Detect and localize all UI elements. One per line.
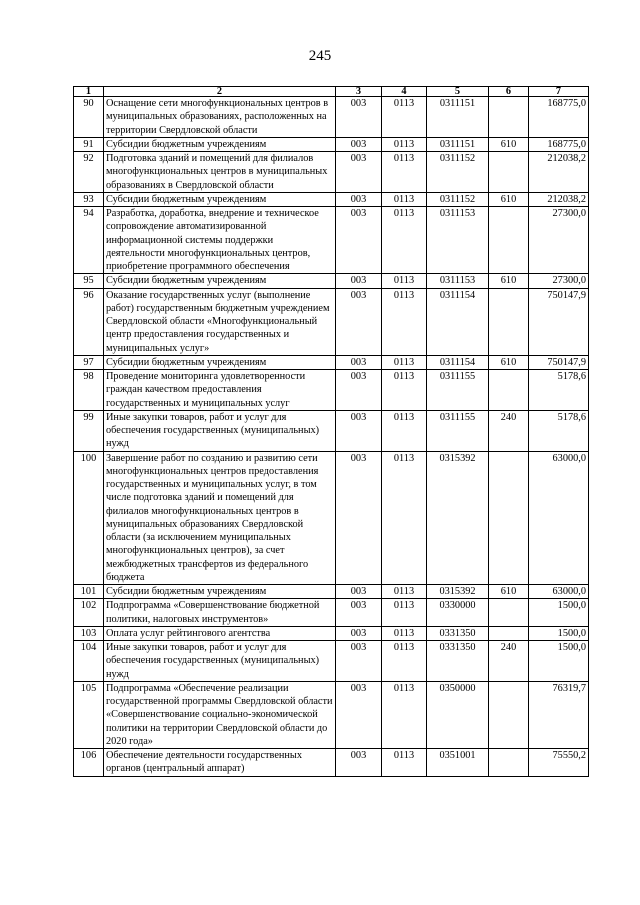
table-body (74, 97, 589, 777)
row-col3-cell: 003 (336, 152, 382, 193)
row-number-cell: 105 (74, 681, 104, 748)
row-col6-cell (489, 97, 529, 138)
row-col3-cell: 003 (336, 749, 382, 777)
row-amount-cell: 168775,0 (529, 97, 589, 138)
table-row (74, 97, 589, 138)
row-col5-cell: 0311154 (427, 288, 489, 355)
row-amount-cell: 1500,0 (529, 641, 589, 682)
row-col4-cell: 0113 (382, 599, 427, 627)
row-col6-cell (489, 152, 529, 193)
row-col6-cell (489, 599, 529, 627)
row-name-cell: Оказание государственных услуг (выполнение работ) государственным бюджетным учреждением Свердловской области «Многофункциональный центр предоставления государственных и муниципальных услуг» (104, 288, 336, 355)
table-row (74, 152, 589, 193)
row-amount-cell: 5178,6 (529, 410, 589, 451)
table-row (74, 274, 589, 288)
row-number-cell: 90 (74, 97, 104, 138)
row-amount-cell: 750147,9 (529, 355, 589, 369)
row-number-cell: 96 (74, 288, 104, 355)
table-row (74, 451, 589, 585)
row-col4-cell: 0113 (382, 681, 427, 748)
row-col5-cell: 0311151 (427, 97, 489, 138)
row-col5-cell: 0311151 (427, 137, 489, 151)
row-amount-cell: 27300,0 (529, 207, 589, 274)
row-col5-cell: 0311153 (427, 207, 489, 274)
row-col4-cell: 0113 (382, 451, 427, 585)
row-number-cell: 91 (74, 137, 104, 151)
row-amount-cell: 27300,0 (529, 274, 589, 288)
row-col3-cell: 003 (336, 355, 382, 369)
table-row (74, 641, 589, 682)
row-col3-cell: 003 (336, 97, 382, 138)
row-number-cell: 99 (74, 410, 104, 451)
row-col6-cell (489, 626, 529, 640)
row-number-cell: 98 (74, 370, 104, 411)
row-name-cell: Разработка, доработка, внедрение и техническое сопровождение автоматизированной информационной системы поддержки деятельности многофункциональных центров, приобретение программного обеспечения (104, 207, 336, 274)
row-col3-cell: 003 (336, 626, 382, 640)
row-col4-cell: 0113 (382, 626, 427, 640)
row-col5-cell: 0351001 (427, 749, 489, 777)
table-row (74, 626, 589, 640)
row-name-cell: Проведение мониторинга удовлетворенности граждан качеством предоставления государственных и муниципальных услуг (104, 370, 336, 411)
row-col5-cell: 0311152 (427, 192, 489, 206)
row-col6-cell: 240 (489, 410, 529, 451)
row-col6-cell (489, 749, 529, 777)
row-amount-cell: 76319,7 (529, 681, 589, 748)
row-name-cell: Оснащение сети многофункциональных центров в муниципальных образованиях, расположенных на территории Свердловской области (104, 97, 336, 138)
table-row (74, 599, 589, 627)
row-number-cell: 104 (74, 641, 104, 682)
table-row (74, 192, 589, 206)
table-row (74, 288, 589, 355)
row-number-cell: 93 (74, 192, 104, 206)
header-col-4: 4 (382, 87, 427, 97)
row-number-cell: 95 (74, 274, 104, 288)
table-row (74, 207, 589, 274)
row-col5-cell: 0311155 (427, 410, 489, 451)
row-col6-cell: 610 (489, 355, 529, 369)
row-col6-cell (489, 451, 529, 585)
row-col6-cell: 240 (489, 641, 529, 682)
header-col-7: 7 (529, 87, 589, 97)
row-col4-cell: 0113 (382, 355, 427, 369)
row-name-cell: Иные закупки товаров, работ и услуг для обеспечения государственных (муниципальных) нужд (104, 641, 336, 682)
budget-table (73, 86, 589, 777)
header-col-2: 2 (104, 87, 336, 97)
row-col5-cell: 0311153 (427, 274, 489, 288)
table-row (74, 749, 589, 777)
row-col4-cell: 0113 (382, 585, 427, 599)
row-name-cell: Субсидии бюджетным учреждениям (104, 137, 336, 151)
row-name-cell: Субсидии бюджетным учреждениям (104, 274, 336, 288)
row-number-cell: 106 (74, 749, 104, 777)
row-name-cell: Завершение работ по созданию и развитию сети многофункциональных центров предоставления государственных и муниципальных услуг, в том числе подготовка зданий и помещений для филиалов многофункциональных центров в муниципальных образованиях Свердловской области (за исключением муниципальных многофункциональных центров), за счет межбюджетных трансфертов из федерального бюджета (104, 451, 336, 585)
row-col4-cell: 0113 (382, 288, 427, 355)
row-number-cell: 97 (74, 355, 104, 369)
table-row (74, 355, 589, 369)
row-amount-cell: 1500,0 (529, 599, 589, 627)
row-col5-cell: 0315392 (427, 451, 489, 585)
header-col-1: 1 (74, 87, 104, 97)
table-row (74, 681, 589, 748)
table-row (74, 370, 589, 411)
row-col6-cell (489, 681, 529, 748)
row-col5-cell: 0311152 (427, 152, 489, 193)
row-col5-cell: 0311155 (427, 370, 489, 411)
row-amount-cell: 212038,2 (529, 192, 589, 206)
header-col-5: 5 (427, 87, 489, 97)
row-number-cell: 102 (74, 599, 104, 627)
row-amount-cell: 750147,9 (529, 288, 589, 355)
row-amount-cell: 75550,2 (529, 749, 589, 777)
row-col3-cell: 003 (336, 599, 382, 627)
row-col4-cell: 0113 (382, 192, 427, 206)
row-col6-cell (489, 207, 529, 274)
table-header-row (74, 87, 589, 97)
row-col6-cell: 610 (489, 137, 529, 151)
row-col5-cell: 0331350 (427, 641, 489, 682)
row-col3-cell: 003 (336, 137, 382, 151)
row-name-cell: Субсидии бюджетным учреждениям (104, 355, 336, 369)
row-name-cell: Подготовка зданий и помещений для филиалов многофункциональных центров в муниципальных образованиях в Свердловской области (104, 152, 336, 193)
row-name-cell: Обеспечение деятельности государственных органов (центральный аппарат) (104, 749, 336, 777)
table-row (74, 137, 589, 151)
row-name-cell: Оплата услуг рейтингового агентства (104, 626, 336, 640)
row-name-cell: Субсидии бюджетным учреждениям (104, 192, 336, 206)
row-col4-cell: 0113 (382, 152, 427, 193)
row-col3-cell: 003 (336, 192, 382, 206)
row-col5-cell: 0350000 (427, 681, 489, 748)
row-name-cell: Подпрограмма «Совершенствование бюджетной политики, налоговых инструментов» (104, 599, 336, 627)
row-name-cell: Субсидии бюджетным учреждениям (104, 585, 336, 599)
row-col4-cell: 0113 (382, 207, 427, 274)
row-number-cell: 100 (74, 451, 104, 585)
row-col4-cell: 0113 (382, 749, 427, 777)
row-number-cell: 101 (74, 585, 104, 599)
row-amount-cell: 63000,0 (529, 451, 589, 585)
row-col6-cell: 610 (489, 192, 529, 206)
row-col6-cell: 610 (489, 585, 529, 599)
page-number: 245 (308, 48, 332, 64)
row-amount-cell: 63000,0 (529, 585, 589, 599)
row-col4-cell: 0113 (382, 137, 427, 151)
row-col3-cell: 003 (336, 681, 382, 748)
table-row (74, 410, 589, 451)
row-col3-cell: 003 (336, 288, 382, 355)
row-col4-cell: 0113 (382, 370, 427, 411)
table-row (74, 585, 589, 599)
row-col4-cell: 0113 (382, 274, 427, 288)
row-amount-cell: 168775,0 (529, 137, 589, 151)
row-col6-cell (489, 370, 529, 411)
row-col3-cell: 003 (336, 274, 382, 288)
row-amount-cell: 212038,2 (529, 152, 589, 193)
row-col4-cell: 0113 (382, 641, 427, 682)
row-col5-cell: 0315392 (427, 585, 489, 599)
row-col3-cell: 003 (336, 410, 382, 451)
row-name-cell: Подпрограмма «Обеспечение реализации государственной программы Свердловской области «Совершенствование социально-экономической политики на территории Свердловской области до 2020 года» (104, 681, 336, 748)
row-col6-cell (489, 288, 529, 355)
row-col4-cell: 0113 (382, 410, 427, 451)
row-col3-cell: 003 (336, 585, 382, 599)
row-col5-cell: 0331350 (427, 626, 489, 640)
row-amount-cell: 5178,6 (529, 370, 589, 411)
header-col-6: 6 (489, 87, 529, 97)
row-col3-cell: 003 (336, 370, 382, 411)
row-col4-cell: 0113 (382, 97, 427, 138)
row-name-cell: Иные закупки товаров, работ и услуг для обеспечения государственных (муниципальных) нужд (104, 410, 336, 451)
row-col3-cell: 003 (336, 207, 382, 274)
row-number-cell: 94 (74, 207, 104, 274)
row-col5-cell: 0311154 (427, 355, 489, 369)
row-number-cell: 103 (74, 626, 104, 640)
header-col-3: 3 (336, 87, 382, 97)
row-number-cell: 92 (74, 152, 104, 193)
row-col5-cell: 0330000 (427, 599, 489, 627)
row-col3-cell: 003 (336, 641, 382, 682)
row-amount-cell: 1500,0 (529, 626, 589, 640)
row-col6-cell: 610 (489, 274, 529, 288)
row-col3-cell: 003 (336, 451, 382, 585)
